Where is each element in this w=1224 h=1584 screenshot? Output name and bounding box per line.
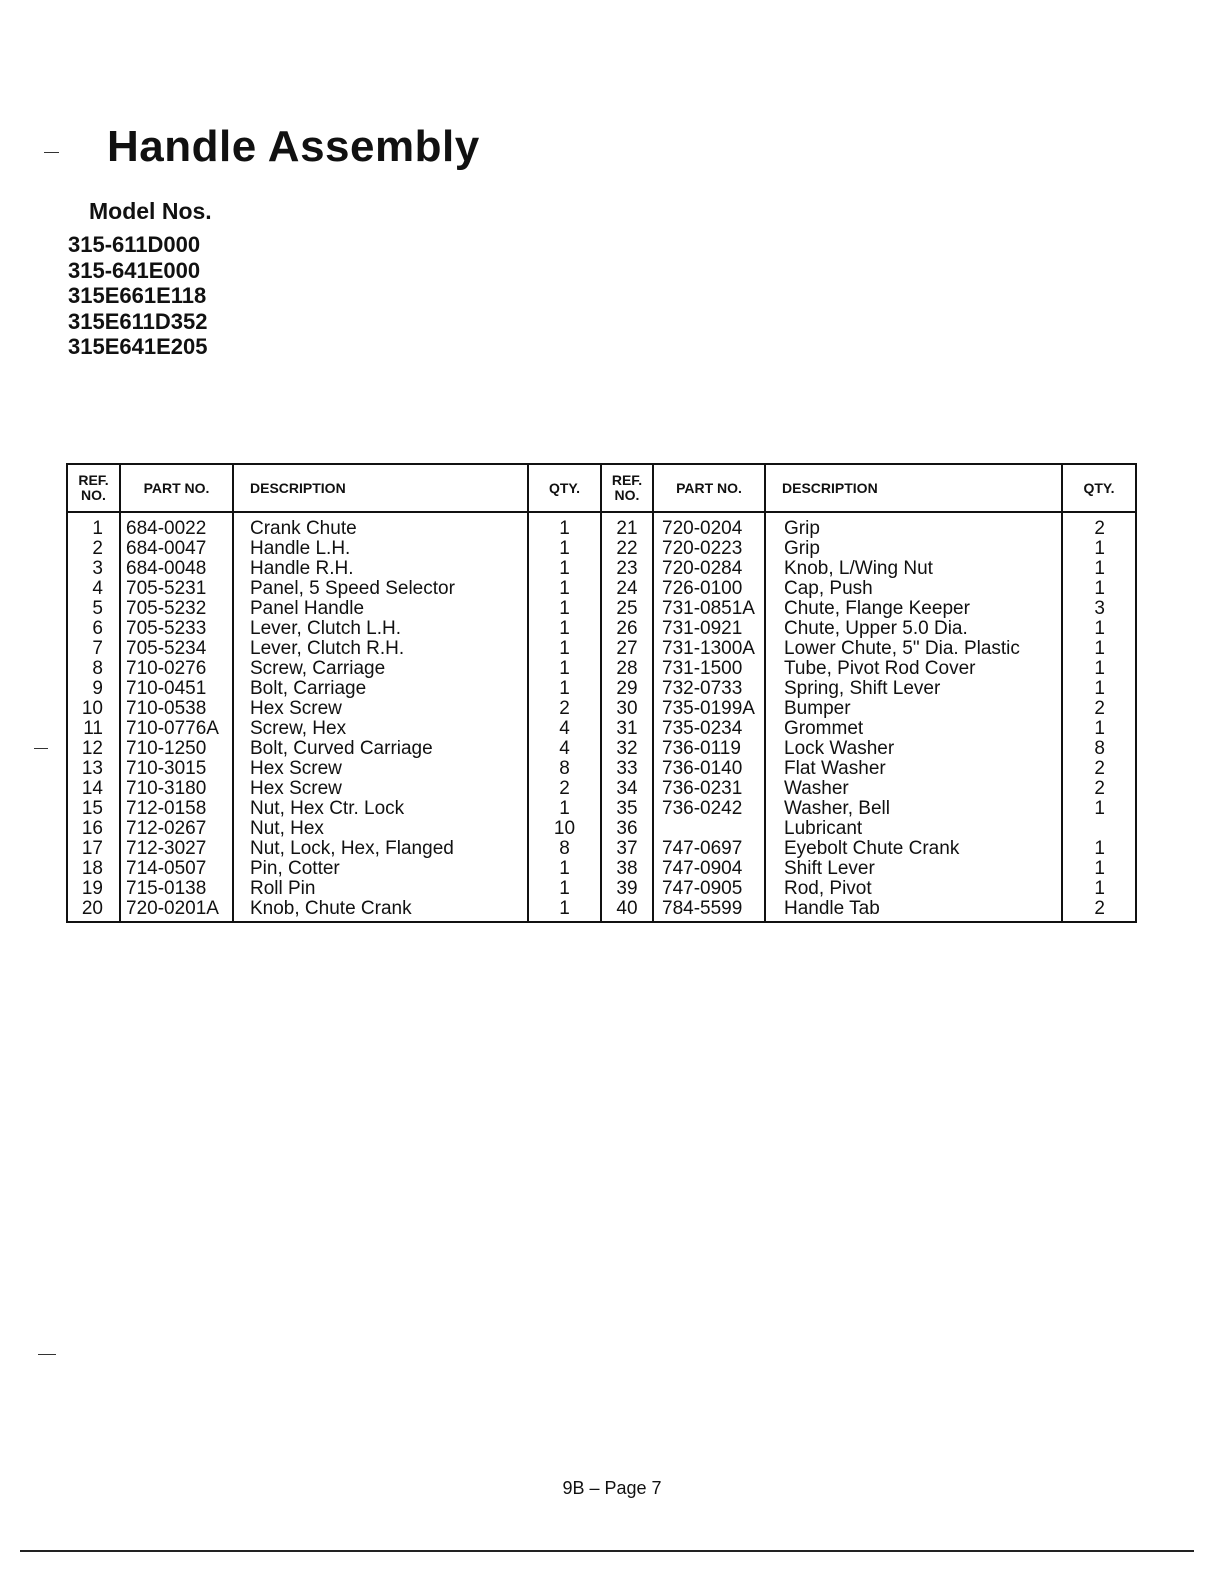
scan-mark <box>38 1354 56 1355</box>
ref-no-cell: 19 <box>67 879 120 899</box>
table-row <box>67 679 1136 699</box>
part-no-cell: 731-0921 <box>653 619 765 639</box>
qty-cell: 1 <box>1062 659 1136 679</box>
ref-no-cell: 25 <box>601 599 653 619</box>
table-row <box>67 739 1136 759</box>
description-cell: Handle R.H. <box>233 559 528 579</box>
ref-no-cell: 11 <box>67 719 120 739</box>
qty-cell: 1 <box>1062 879 1136 899</box>
part-no-cell: 710-0276 <box>120 659 233 679</box>
parts-table <box>66 463 1137 923</box>
model-number-list <box>68 232 207 360</box>
description-cell: Knob, L/Wing Nut <box>765 559 1062 579</box>
ref-no-cell: 14 <box>67 779 120 799</box>
part-no-cell <box>653 819 765 839</box>
qty-cell: 1 <box>1062 679 1136 699</box>
part-no-cell: 684-0022 <box>120 512 233 539</box>
qty-cell: 4 <box>528 739 601 759</box>
table-row <box>67 699 1136 719</box>
part-no-cell: 710-0538 <box>120 699 233 719</box>
ref-no-cell: 4 <box>67 579 120 599</box>
part-no-cell: 710-3015 <box>120 759 233 779</box>
table-row <box>67 659 1136 679</box>
table-row <box>67 779 1136 799</box>
description-cell: Screw, Carriage <box>233 659 528 679</box>
description-cell: Washer, Bell <box>765 799 1062 819</box>
part-no-cell: 710-0776A <box>120 719 233 739</box>
ref-no-cell: 16 <box>67 819 120 839</box>
ref-no-cell: 8 <box>67 659 120 679</box>
table-row <box>67 899 1136 922</box>
description-cell: Hex Screw <box>233 759 528 779</box>
part-no-cell: 720-0223 <box>653 539 765 559</box>
ref-no-cell: 1 <box>67 512 120 539</box>
description-cell: Grommet <box>765 719 1062 739</box>
qty-cell: 1 <box>1062 579 1136 599</box>
description-cell: Cap, Push <box>765 579 1062 599</box>
qty-cell: 1 <box>528 639 601 659</box>
part-no-cell: 747-0697 <box>653 839 765 859</box>
qty-cell: 8 <box>528 839 601 859</box>
qty-cell: 1 <box>528 879 601 899</box>
qty-cell: 1 <box>1062 719 1136 739</box>
qty-cell: 1 <box>1062 639 1136 659</box>
ref-no-cell: 22 <box>601 539 653 559</box>
qty-cell: 1 <box>528 659 601 679</box>
part-no-cell: 705-5231 <box>120 579 233 599</box>
qty-cell: 1 <box>1062 539 1136 559</box>
qty-cell: 10 <box>528 819 601 839</box>
qty-cell: 1 <box>528 679 601 699</box>
table-row <box>67 799 1136 819</box>
table-row <box>67 599 1136 619</box>
ref-no-cell: 30 <box>601 699 653 719</box>
table-row <box>67 819 1136 839</box>
ref-no-cell: 37 <box>601 839 653 859</box>
table-row <box>67 619 1136 639</box>
part-no-cell: 736-0231 <box>653 779 765 799</box>
parts-table-body <box>67 512 1136 922</box>
ref-no-cell: 29 <box>601 679 653 699</box>
description-cell: Panel, 5 Speed Selector <box>233 579 528 599</box>
qty-cell: 2 <box>1062 759 1136 779</box>
part-no-cell: 720-0204 <box>653 512 765 539</box>
model-number: 315E661E118 <box>68 283 207 308</box>
qty-cell: 4 <box>528 719 601 739</box>
part-no-cell: 705-5234 <box>120 639 233 659</box>
qty-header: QTY. <box>528 464 601 512</box>
table-row <box>67 539 1136 559</box>
qty-cell: 2 <box>528 779 601 799</box>
ref-no-cell: 3 <box>67 559 120 579</box>
page-footer: 9B – Page 7 <box>562 1478 662 1498</box>
qty-cell: 8 <box>528 759 601 779</box>
part-no-cell: 747-0904 <box>653 859 765 879</box>
page-title: Handle Assembly <box>107 122 480 171</box>
part-no-cell: 720-0284 <box>653 559 765 579</box>
description-cell: Pin, Cotter <box>233 859 528 879</box>
ref-no-cell: 27 <box>601 639 653 659</box>
description-cell: Shift Lever <box>765 859 1062 879</box>
table-row <box>67 719 1136 739</box>
ref-no-cell: 38 <box>601 859 653 879</box>
description-cell: Nut, Hex Ctr. Lock <box>233 799 528 819</box>
bottom-rule <box>20 1550 1194 1552</box>
model-number: 315E611D352 <box>68 308 208 334</box>
ref-no-cell: 32 <box>601 739 653 759</box>
description-cell: Lever, Clutch R.H. <box>233 639 528 659</box>
qty-cell <box>1062 819 1136 839</box>
part-no-cell: 684-0048 <box>120 559 233 579</box>
part-no-cell: 747-0905 <box>653 879 765 899</box>
ref-no-cell: 35 <box>601 799 653 819</box>
ref-no-cell: 20 <box>67 899 120 922</box>
description-cell: Eyebolt Chute Crank <box>765 839 1062 859</box>
ref-no-cell: 24 <box>601 579 653 599</box>
description-cell: Bumper <box>765 699 1062 719</box>
description-cell: Knob, Chute Crank <box>233 899 528 922</box>
ref-no-cell: 6 <box>67 619 120 639</box>
part-no-cell: 736-0140 <box>653 759 765 779</box>
description-header: DESCRIPTION <box>233 464 528 512</box>
description-cell: Hex Screw <box>233 779 528 799</box>
table-row <box>67 639 1136 659</box>
ref-no-cell: 33 <box>601 759 653 779</box>
description-cell: Handle L.H. <box>233 539 528 559</box>
part-no-cell: 684-0047 <box>120 539 233 559</box>
ref-no-cell: 31 <box>601 719 653 739</box>
part-no-cell: 712-0158 <box>120 799 233 819</box>
part-no-cell: 732-0733 <box>653 679 765 699</box>
part-no-header: PART NO. <box>120 464 233 512</box>
ref-no-cell: 9 <box>67 679 120 699</box>
description-cell: Lock Washer <box>765 739 1062 759</box>
scan-mark <box>34 748 48 749</box>
qty-cell: 1 <box>528 899 601 922</box>
model-number: 315E641E205 <box>68 334 208 359</box>
table-row <box>67 859 1136 879</box>
part-no-cell: 731-1300A <box>653 639 765 659</box>
ref-no-cell: 39 <box>601 879 653 899</box>
description-cell: Grip <box>765 539 1062 559</box>
description-cell: Screw, Hex <box>233 719 528 739</box>
qty-cell: 1 <box>528 539 601 559</box>
part-no-cell: 726-0100 <box>653 579 765 599</box>
part-no-cell: 714-0507 <box>120 859 233 879</box>
description-cell: Flat Washer <box>765 759 1062 779</box>
description-cell: Lubricant <box>765 819 1062 839</box>
qty-cell: 1 <box>1062 619 1136 639</box>
description-cell: Rod, Pivot <box>765 879 1062 899</box>
table-row <box>67 839 1136 859</box>
ref-no-cell: 2 <box>67 539 120 559</box>
description-cell: Crank Chute <box>233 512 528 539</box>
qty-cell: 1 <box>528 559 601 579</box>
scan-mark <box>44 152 59 153</box>
part-no-cell: 710-3180 <box>120 779 233 799</box>
table-row <box>67 512 1136 539</box>
part-no-cell: 731-1500 <box>653 659 765 679</box>
part-no-cell: 720-0201A <box>120 899 233 922</box>
ref-no-cell: 40 <box>601 899 653 922</box>
table-row <box>67 759 1136 779</box>
description-cell: Lever, Clutch L.H. <box>233 619 528 639</box>
ref-no-header: REF. NO. <box>601 464 653 512</box>
description-cell: Nut, Hex <box>233 819 528 839</box>
qty-cell: 3 <box>1062 599 1136 619</box>
part-no-cell: 705-5232 <box>120 599 233 619</box>
description-cell: Tube, Pivot Rod Cover <box>765 659 1062 679</box>
part-no-cell: 731-0851A <box>653 599 765 619</box>
description-cell: Washer <box>765 779 1062 799</box>
part-no-cell: 710-0451 <box>120 679 233 699</box>
ref-no-cell: 5 <box>67 599 120 619</box>
description-cell: Panel Handle <box>233 599 528 619</box>
description-cell: Roll Pin <box>233 879 528 899</box>
qty-cell: 1 <box>1062 839 1136 859</box>
description-cell: Chute, Upper 5.0 Dia. <box>765 619 1062 639</box>
description-cell: Bolt, Curved Carriage <box>233 739 528 759</box>
model-nos-label: Model Nos. <box>89 198 212 224</box>
qty-cell: 1 <box>528 579 601 599</box>
description-header: DESCRIPTION <box>765 464 1062 512</box>
qty-cell: 1 <box>528 799 601 819</box>
ref-no-cell: 13 <box>67 759 120 779</box>
description-cell: Bolt, Carriage <box>233 679 528 699</box>
qty-cell: 8 <box>1062 739 1136 759</box>
model-number: 315-641E000 <box>68 257 201 283</box>
description-cell: Grip <box>765 512 1062 539</box>
ref-no-cell: 17 <box>67 839 120 859</box>
part-no-cell: 710-1250 <box>120 739 233 759</box>
qty-cell: 1 <box>1062 799 1136 819</box>
part-no-cell: 736-0119 <box>653 739 765 759</box>
ref-no-cell: 28 <box>601 659 653 679</box>
table-row <box>67 879 1136 899</box>
ref-no-cell: 15 <box>67 799 120 819</box>
qty-cell: 1 <box>528 512 601 539</box>
part-no-cell: 715-0138 <box>120 879 233 899</box>
qty-cell: 2 <box>1062 512 1136 539</box>
ref-no-cell: 23 <box>601 559 653 579</box>
table-header-row <box>67 464 1136 512</box>
description-cell: Nut, Lock, Hex, Flanged <box>233 839 528 859</box>
description-cell: Handle Tab <box>765 899 1062 922</box>
ref-no-cell: 10 <box>67 699 120 719</box>
qty-cell: 1 <box>1062 859 1136 879</box>
qty-header: QTY. <box>1062 464 1136 512</box>
table-row <box>67 559 1136 579</box>
description-cell: Hex Screw <box>233 699 528 719</box>
part-no-cell: 735-0234 <box>653 719 765 739</box>
model-number: 315-611D000 <box>68 232 201 257</box>
part-no-cell: 784-5599 <box>653 899 765 922</box>
qty-cell: 2 <box>1062 899 1136 922</box>
description-cell: Chute, Flange Keeper <box>765 599 1062 619</box>
qty-cell: 1 <box>1062 559 1136 579</box>
ref-no-cell: 26 <box>601 619 653 639</box>
part-no-cell: 712-3027 <box>120 839 233 859</box>
part-no-cell: 712-0267 <box>120 819 233 839</box>
qty-cell: 2 <box>1062 779 1136 799</box>
part-no-cell: 705-5233 <box>120 619 233 639</box>
description-cell: Spring, Shift Lever <box>765 679 1062 699</box>
ref-no-cell: 36 <box>601 819 653 839</box>
ref-no-cell: 18 <box>67 859 120 879</box>
description-cell: Lower Chute, 5" Dia. Plastic <box>765 639 1062 659</box>
part-no-header: PART NO. <box>653 464 765 512</box>
part-no-cell: 736-0242 <box>653 799 765 819</box>
qty-cell: 2 <box>1062 699 1136 719</box>
ref-no-cell: 12 <box>67 739 120 759</box>
ref-no-cell: 34 <box>601 779 653 799</box>
ref-no-cell: 7 <box>67 639 120 659</box>
ref-no-cell: 21 <box>601 512 653 539</box>
qty-cell: 1 <box>528 599 601 619</box>
ref-no-header: REF. NO. <box>67 464 120 512</box>
qty-cell: 1 <box>528 619 601 639</box>
qty-cell: 1 <box>528 859 601 879</box>
qty-cell: 2 <box>528 699 601 719</box>
table-row <box>67 579 1136 599</box>
part-no-cell: 735-0199A <box>653 699 765 719</box>
